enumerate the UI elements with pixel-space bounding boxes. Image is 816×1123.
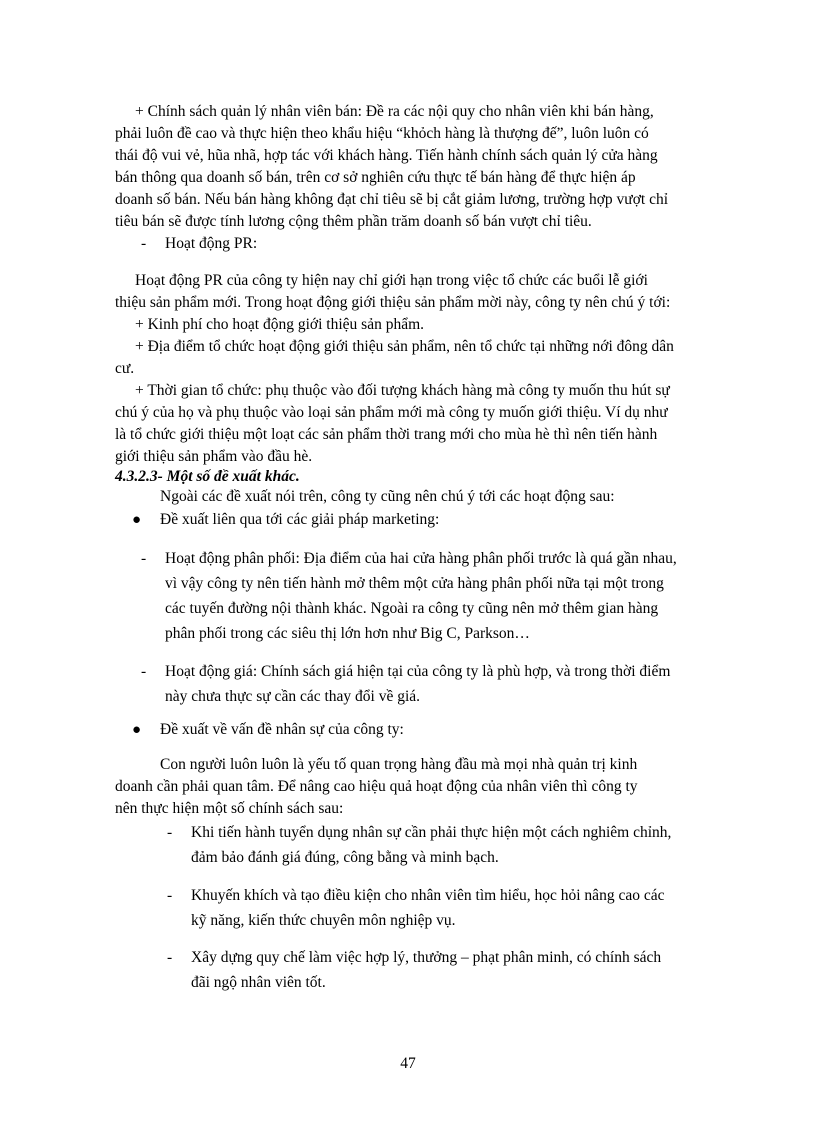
- bullet-icon: ●: [132, 722, 142, 738]
- text-line: Con người luôn luôn là yếu tố quan trọng hàng đầu mà mọi nhà quản trị kinh: [160, 756, 638, 773]
- text-line: + Thời gian tổ chức: phụ thuộc vào đối tượng khách hàng mà công ty muốn thu hút sự: [135, 382, 670, 399]
- intro-line: Ngoài các đề xuất nói trên, công ty cũng nên chú ý tới các hoạt động sau:: [160, 488, 615, 505]
- text-line: các tuyến đường nội thành khác. Ngoài ra công ty cũng nên mở thêm gian hàng: [165, 600, 659, 617]
- list-dash: -: [141, 663, 147, 680]
- text-line: tiêu bán sẽ được tính lương cộng thêm phần trăm doanh số bán vượt chỉ tiêu.: [115, 213, 592, 230]
- text-line: + Địa điểm tổ chức hoạt động giới thiệu sản phẩm, nên tổ chức tại những nới đông dân: [135, 338, 674, 355]
- text-line: cư.: [115, 360, 135, 377]
- text-line: Hoạt động PR của công ty hiện nay chỉ giới hạn trong việc tổ chức các buổi lễ giới: [135, 272, 648, 289]
- text-line: + Chính sách quản lý nhân viên bán: Đề ra các nội quy cho nhân viên khi bán hàng,: [135, 103, 654, 120]
- text-line: nên thực hiện một số chính sách sau:: [115, 800, 344, 817]
- text-line: kỹ năng, kiến thức chuyên môn nghiệp vụ.: [191, 912, 456, 929]
- bullet-text: Đề xuất liên qua tới các giải pháp marketing:: [160, 511, 440, 528]
- text-line: Khuyến khích và tạo điều kiện cho nhân viên tìm hiểu, học hỏi nâng cao các: [191, 887, 665, 904]
- section-heading: 4.3.2.3- Một số đề xuất khác.: [115, 468, 300, 485]
- page-number: 47: [400, 1055, 416, 1072]
- text-line: phân phối trong các siêu thị lớn hơn như Big C, Parkson…: [165, 625, 530, 642]
- text-line: doanh số bán. Nếu bán hàng không đạt chỉ tiêu sẽ bị cắt giảm lương, trường hợp vượt chỉ: [115, 191, 669, 208]
- bullet-text: Đề xuất về vấn đề nhân sự của công ty:: [160, 721, 404, 738]
- text-line: Hoạt động phân phối: Địa điểm của hai cửa hàng phân phối trước là quá gần nhau,: [165, 550, 677, 567]
- text-line: vì vậy công ty nên tiến hành mở thêm một cửa hàng phân phối nữa tại một trong: [165, 575, 664, 592]
- text-line: này chưa thực sự cần các thay đổi về giá.: [165, 688, 421, 705]
- text-line: phải luôn đề cao và thực hiện theo khẩu hiệu “khỏch hàng là thượng đế”, luôn luôn có: [115, 125, 649, 142]
- text-line: đảm bảo đánh giá đúng, công bằng và minh bạch.: [191, 849, 499, 866]
- list-dash: -: [167, 949, 173, 966]
- text-line: thái độ vui vẻ, hũa nhã, hợp tác với khách hàng. Tiến hành chính sách quản lý cửa hàng: [115, 147, 658, 164]
- text-line: là tổ chức giới thiệu một loạt các sản phẩm thời trang mới cho mùa hè thì nên tiến hành: [115, 426, 658, 443]
- text-line: giới thiệu sản phẩm vào đầu hè.: [115, 448, 313, 465]
- list-dash: -: [141, 235, 147, 252]
- text-line: bán thông qua doanh số bán, trên cơ sở nghiên cứu thực tế bán hàng để thực hiện áp: [115, 169, 636, 186]
- list-dash: -: [167, 887, 173, 904]
- bullet-icon: ●: [132, 512, 142, 528]
- list-dash: -: [167, 824, 173, 841]
- text-line: Xây dựng quy chế làm việc hợp lý, thưởng – phạt phân minh, có chính sách: [191, 949, 662, 966]
- list-dash: -: [141, 550, 147, 567]
- text-line: Hoạt động giá: Chính sách giá hiện tại của công ty là phù hợp, và trong thời điểm: [165, 663, 671, 680]
- text-line: + Kinh phí cho hoạt động giới thiệu sản phẩm.: [135, 316, 425, 333]
- list-item-text: Hoạt động PR:: [165, 235, 258, 252]
- text-line: chú ý của họ và phụ thuộc vào loại sản phẩm mới mà công ty muốn giới thiệu. Ví dụ như: [115, 404, 668, 421]
- text-line: đãi ngộ nhân viên tốt.: [191, 974, 326, 991]
- text-line: Khi tiến hành tuyển dụng nhân sự cần phải thực hiện một cách nghiêm chỉnh,: [191, 824, 672, 841]
- text-line: thiệu sản phẩm mới. Trong hoạt động giới thiệu sản phẩm mời này, công ty nên chú ý tới:: [115, 294, 671, 311]
- text-line: doanh cần phải quan tâm. Để nâng cao hiệu quả hoạt động của nhân viên thì công ty: [115, 778, 638, 795]
